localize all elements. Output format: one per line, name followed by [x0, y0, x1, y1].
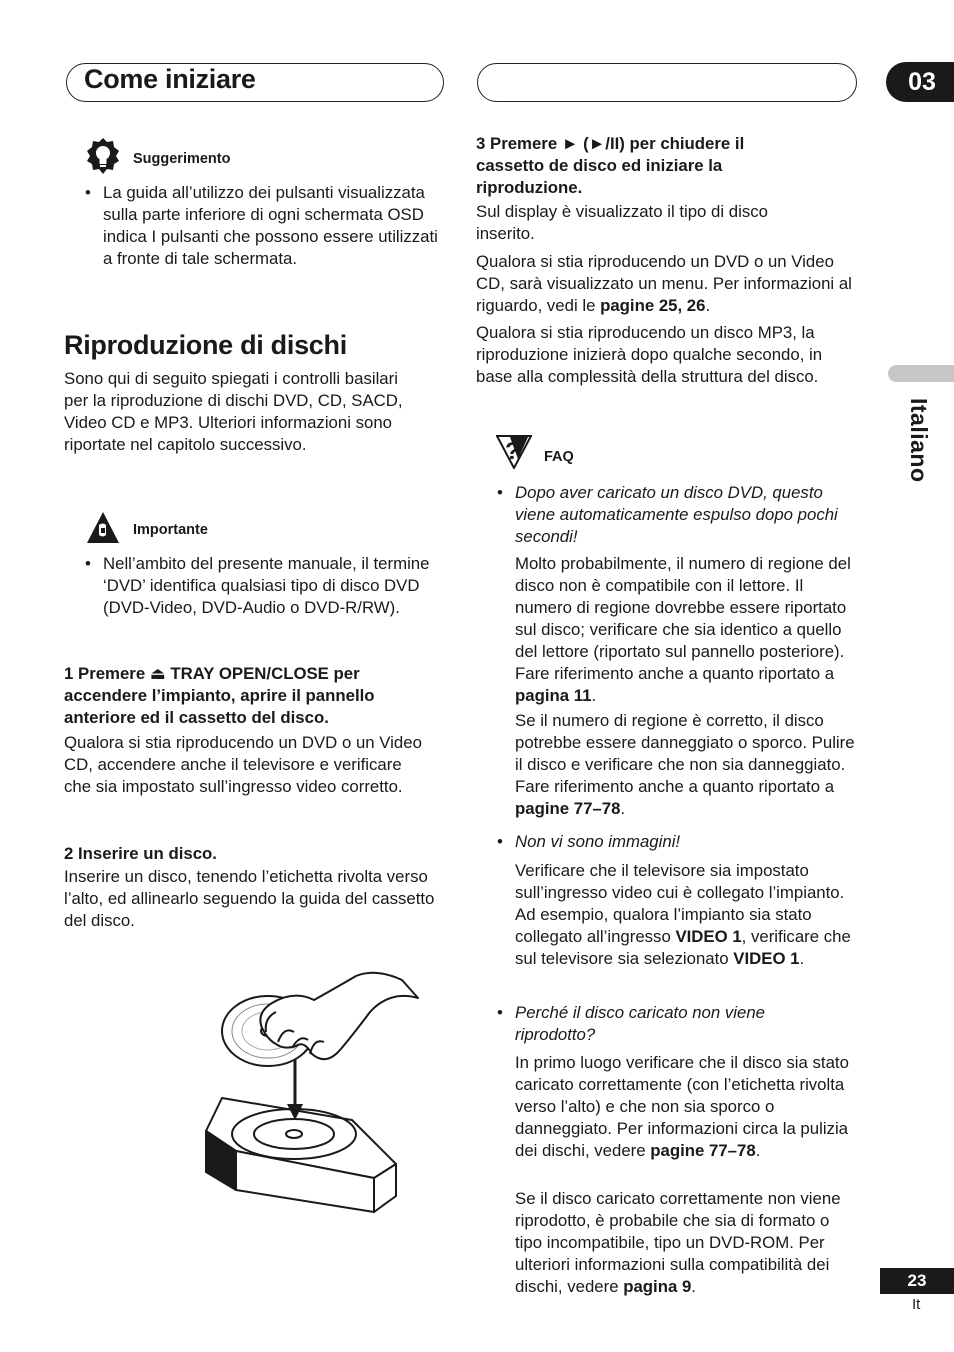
faq-answer-3a: In primo luogo verificare che il disco sia stato caricato correttamente (con l’etichetta rivolta verso l’alto) e che non sia sporco o danneggiato. Per informazioni circa la pulizia dei dischi, vedere pagine 77–78.: [515, 1053, 849, 1160]
step-1-body: Qualora si stia riproducendo un DVD o un Video CD, accendere anche il televisore e verificare che sia impostato sull’ingresso video corretto.: [64, 733, 422, 796]
important-bullet: • Nell’ambito del presente manuale, il termine ‘DVD’ identifica qualsiasi tipo di disco DVD (DVD-Video, DVD-Audio o DVD-R/RW).: [85, 554, 430, 617]
step-2-heading: 2 Inserire un disco.: [64, 844, 217, 863]
faq-answer-2: Verificare che il televisore sia impostato sull’ingresso video cui è collegato l’impianto. Ad esempio, qualora l’impianto sia stato collegato all’ingresso VIDEO 1, verificare che sul televisore sia selezionato VIDEO 1.: [515, 861, 851, 968]
faq-question-2: • Non vi sono immagini!: [497, 832, 681, 851]
important-warning-icon: [86, 511, 120, 545]
page-number: 23: [880, 1268, 954, 1294]
page-section-title: Come iniziare: [84, 64, 256, 94]
step-3-body-3: Qualora si stia riproducendo un disco MP3, la riproduzione inizierà dopo qualche secondo, in base alla complessità della struttura del disco.: [476, 323, 823, 386]
section-heading: Riproduzione di dischi: [64, 330, 347, 360]
language-tab-bar: [888, 365, 954, 382]
svg-text:?: ?: [505, 438, 520, 465]
faq-question-3: • Perché il disco caricato non viene riprodotto?: [497, 1003, 765, 1044]
step-3-body-2: Qualora si stia riproducendo un DVD o un Video CD, sarà visualizzato un menu. Per informazioni al riguardo, vedi le pagine 25, 26.: [476, 252, 852, 315]
page-language-code: It: [912, 1296, 921, 1313]
faq-question-1: • Dopo aver caricato un disco DVD, questo viene automaticamente espulso dopo pochi secondi!: [497, 483, 838, 546]
faq-label: FAQ: [544, 449, 574, 465]
tip-label: Suggerimento: [133, 151, 231, 167]
tip-bullet: • La guida all’utilizzo dei pulsanti visualizzata sulla parte inferiore di ogni schermata OSD indica I pulsanti che possono essere utilizzati a fronte di tale schermata.: [85, 183, 438, 268]
step-2-body: Inserire un disco, tenendo l’etichetta rivolta verso l’alto, ed allinearlo seguendo la guida del cassetto del disco.: [64, 867, 435, 930]
lightbulb-tip-icon: [86, 137, 120, 175]
chapter-number-tab: 03: [886, 62, 954, 102]
faq-question-icon: [496, 433, 532, 469]
disc-loading-illustration: [144, 968, 434, 1248]
faq-answer-3b: Se il disco caricato correttamente non viene riprodotto, è probabile che sia di formato o tipo incompatibile, tipo un DVD-ROM. Per ulteriori informazioni sulla compatibilità dei dischi, vedere pagina 9.: [515, 1189, 841, 1296]
section-intro: Sono qui di seguito spiegati i controlli basilari per la riproduzione di dischi DVD, CD, SACD, Video CD e MP3. Ulteriori informazioni sono riportate nel capitolo successivo.: [64, 369, 403, 454]
important-label: Importante: [133, 522, 208, 538]
language-label: Italiano: [906, 398, 932, 483]
step-1-heading: 1 Premere ⏏ TRAY OPEN/CLOSE per accendere l’impianto, aprire il pannello anteriore ed il cassetto del disco.: [64, 664, 375, 727]
step-3-heading: 3 Premere ► (►/II) per chiudere il cassetto de disco ed iniziare la riproduzione.: [476, 134, 745, 197]
faq-answer-1a: Molto probabilmente, il numero di regione del disco non è compatibile con il lettore. Il numero di regione dovrebbe essere riportato sul disco; verificare che sia identico a quello del lettore (riportato sul pannello posteriore). Fare riferimento anche a quanto riportato a pagina 11.: [515, 554, 851, 705]
step-3-body-1: Sul display è visualizzato il tipo di disco inserito.: [476, 202, 768, 243]
header-empty-frame: [477, 63, 857, 102]
faq-answer-1b: Se il numero di regione è corretto, il disco potrebbe essere danneggiato o sporco. Pulire il disco e verificare che non sia danneggiato. Fare riferimento anche a quanto riportato a pagine 77–78.: [515, 711, 855, 818]
